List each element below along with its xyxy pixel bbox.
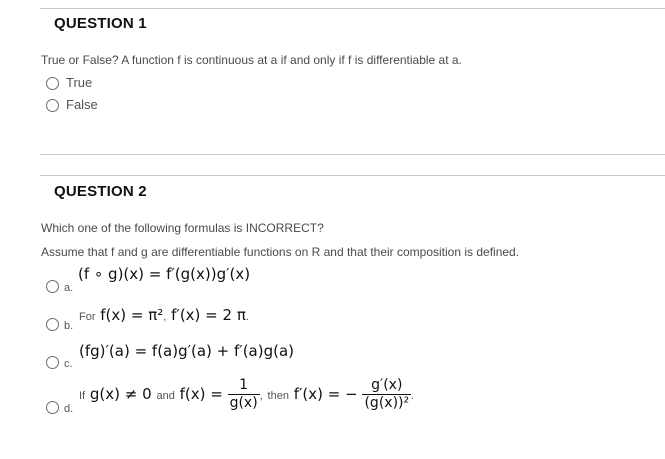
radio-true[interactable] bbox=[46, 77, 59, 90]
question-1-prompt: True or False? A function f is continuous at a if and only if f is differentiable at a. bbox=[41, 53, 462, 67]
question-2-title: QUESTION 2 bbox=[54, 183, 147, 200]
option-d-lhs: f(x) = bbox=[179, 385, 223, 403]
option-d-numerator-2: g′(x) bbox=[362, 377, 411, 395]
question-1-title: QUESTION 1 bbox=[54, 15, 147, 32]
question-2-prompt: Which one of the following formulas is INCORRECT? bbox=[41, 221, 324, 235]
radio-option-d[interactable] bbox=[46, 401, 59, 414]
option-b-formula-1: f(x) = π² bbox=[100, 306, 164, 324]
option-d-denominator-2: (g(x))² bbox=[364, 395, 410, 411]
option-d-formula: If g(x) ≠ 0 and f(x) = $\frac{1}{g(x)}$ , then f′(x) = − $\frac{g'(x)}{\text{(g(x))²}}$ . bbox=[79, 377, 415, 411]
option-d-and: and bbox=[156, 390, 175, 402]
option-d-denominator-1: g(x) bbox=[229, 395, 258, 411]
option-d-letter: d. bbox=[64, 403, 74, 415]
option-c-formula: (fg)′(a) = f(a)g′(a) + f′(a)g(a) bbox=[79, 342, 295, 360]
option-d-fraction-2 bbox=[362, 377, 411, 412]
option-c-letter: c. bbox=[64, 358, 73, 370]
option-b-pre: For bbox=[79, 311, 96, 323]
option-b-formula: For f(x) = π², f′(x) = 2 π. bbox=[79, 306, 249, 324]
radio-option-b[interactable] bbox=[46, 318, 59, 331]
option-b-letter: b. bbox=[64, 320, 74, 332]
option-d-fraction-1 bbox=[228, 377, 260, 412]
option-a-letter: a. bbox=[64, 282, 74, 294]
option-false-label[interactable]: False bbox=[66, 97, 98, 112]
option-a-formula: (f ∘ g)(x) = f′(g(x))g′(x) bbox=[78, 265, 251, 283]
option-d-pre: If bbox=[79, 390, 86, 402]
question-2-assumption: Assume that f and g are differentiable functions on R and that their composition is defined. bbox=[41, 245, 520, 259]
question-2-top-divider bbox=[40, 175, 665, 176]
top-divider bbox=[40, 8, 665, 9]
radio-option-c[interactable] bbox=[46, 356, 59, 369]
radio-option-a[interactable] bbox=[46, 280, 59, 293]
option-d-cond: g(x) ≠ 0 bbox=[89, 385, 152, 403]
option-b-formula-2: f′(x) = 2 π bbox=[171, 306, 246, 324]
radio-false[interactable] bbox=[46, 99, 59, 112]
option-d-numerator-1: 1 bbox=[228, 377, 260, 395]
option-d-then: then bbox=[267, 390, 289, 402]
option-true-label[interactable]: True bbox=[66, 75, 93, 90]
option-d-lhs-2: f′(x) = − bbox=[293, 385, 358, 403]
question-1-bottom-divider bbox=[40, 154, 665, 155]
